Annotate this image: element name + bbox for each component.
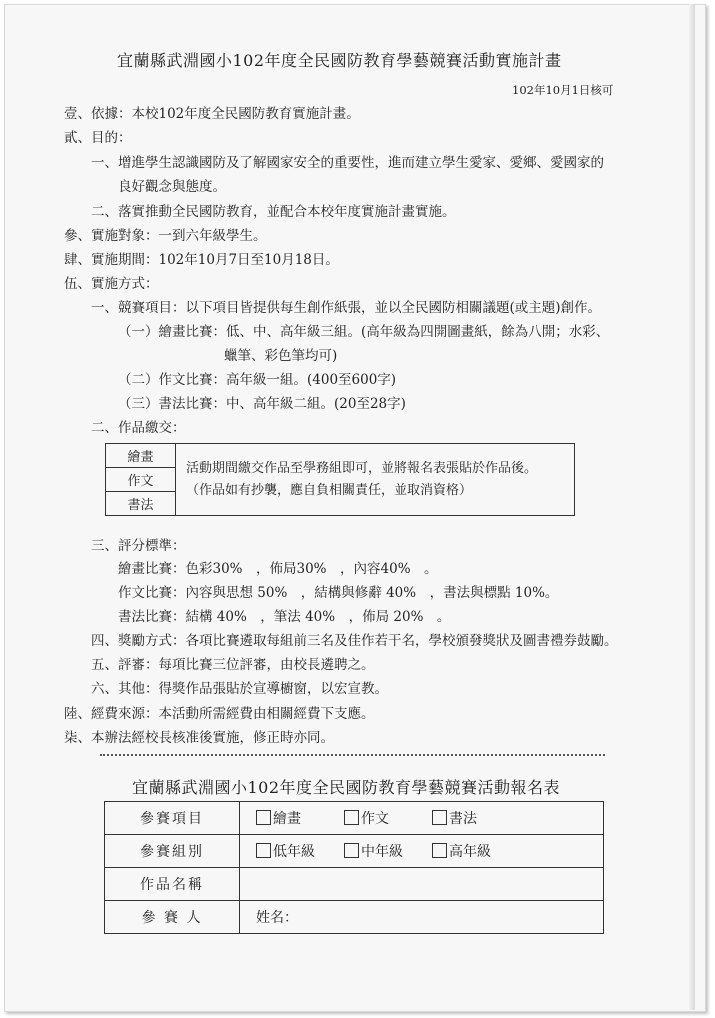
document-title: 宜蘭縣武淵國小102年度全民國防教育學藝競賽活動實施計畫 [117,51,562,70]
submit-instructions [176,444,575,516]
item-essay: （二）作文比賽：高年級一組。(400至600字) [118,372,397,388]
checkbox-middle-grade[interactable] [344,843,359,858]
option-essay[interactable] [344,808,432,828]
option-upper-grade[interactable] [432,841,491,861]
option-painting[interactable] [256,808,344,828]
label-category: 參賽項目 [105,802,240,835]
section-method: 伍、實施方式： [64,276,159,292]
score-calligraphy: 書法比賽：結構 40% ，筆法 40% ，佈局 20% 。 [118,609,451,625]
checkbox-upper-grade[interactable] [432,843,447,858]
option-lower-grade-label: 低年級 [273,844,315,860]
cut-line [100,754,605,756]
submission-table [105,443,575,516]
section-period: 肆、實施期間：102年10月7日至10月18日。 [64,252,339,268]
option-painting-label: 繪畫 [273,811,301,827]
checkbox-lower-grade[interactable] [256,843,271,858]
method-other: 六、其他：得獎作品張貼於宣導櫥窗，以宏宣教。 [91,681,388,697]
submit-item-essay: 作文 [106,468,176,492]
checkbox-calligraphy[interactable] [432,810,447,825]
method-judging: 五、評審：每項比賽三位評審，由校長遴聘之。 [91,657,375,673]
option-middle-grade-label: 中年級 [361,844,403,860]
item-calligraphy: （三）書法比賽：中、高年級二組。(20至28字) [118,396,406,412]
purpose-2: 二、落實推動全民國防教育，並配合本校年度實施計畫實施。 [91,204,456,220]
section-target: 參、實施對象：一到六年級學生。 [64,228,267,244]
checkbox-painting[interactable] [256,810,271,825]
section-approval: 柒、本辦法經校長核准後實施，修正時亦同。 [64,730,334,746]
purpose-1-cont: 良好觀念與態度。 [118,179,226,195]
participant-name-field[interactable]: 姓名： [240,901,604,934]
method-scoring: 三、評分標準： [91,538,186,554]
option-middle-grade[interactable] [344,841,432,861]
score-essay: 作文比賽：內容與思想 50% ，結構與修辭 40% ，書法與標點 10%。 [118,585,559,601]
method-items: 一、競賽項目：以下項目皆提供每生創作紙張，並以全民國防相關議題(或主題)創作。 [91,300,602,316]
submit-item-painting: 繪畫 [106,444,176,468]
purpose-1: 一、增進學生認識國防及了解國家安全的重要性，進而建立學生愛家、愛鄉、愛國家的 [91,155,604,171]
label-group: 參賽組別 [105,835,240,868]
item-painting: （一）繪畫比賽：低、中、高年級三組。(高年級為四開圖畫紙，餘為八開；水彩、 [118,324,610,340]
option-lower-grade[interactable] [256,841,344,861]
label-work-title: 作品名稱 [105,868,240,901]
registration-form [104,801,604,934]
submit-item-calligraphy: 書法 [106,492,176,516]
group-options [240,835,604,868]
method-submission: 二、作品繳交： [91,420,186,436]
paper-edge [689,4,695,1010]
option-upper-grade-label: 高年級 [449,844,491,860]
submit-instruction-line1: 活動期間繳交作品至學務組即可，並將報名表張貼於作品後。 [186,460,538,476]
score-painting: 繪畫比賽：色彩30% ，佈局30% ，內容40% 。 [118,561,438,577]
item-painting-cont: 蠟筆、彩色筆均可) [224,348,338,364]
section-purpose: 貳、目的： [64,130,132,146]
option-essay-label: 作文 [361,811,389,827]
section-funding: 陸、經費來源：本活動所需經費由相關經費下支應。 [64,706,375,722]
method-awards: 四、獎勵方式：各項比賽遴取每組前三名及佳作若干名，學校頒發獎狀及圖書禮券鼓勵。 [91,633,618,649]
registration-title: 宜蘭縣武淵國小102年度全民國防教育學藝競賽活動報名表 [132,778,561,797]
option-calligraphy-label: 書法 [449,811,477,827]
submit-instruction-line2: （作品如有抄襲，應自負相關責任，並取消資格） [186,482,473,498]
section-basis: 壹、依據：本校102年度全民國防教育實施計畫。 [64,106,360,122]
approval-date: 102年10月1日核可 [512,83,614,97]
checkbox-essay[interactable] [344,810,359,825]
option-calligraphy[interactable] [432,808,477,828]
work-title-field[interactable] [240,868,604,901]
label-participant: 參 賽 人 [105,901,240,934]
category-options [240,802,604,835]
